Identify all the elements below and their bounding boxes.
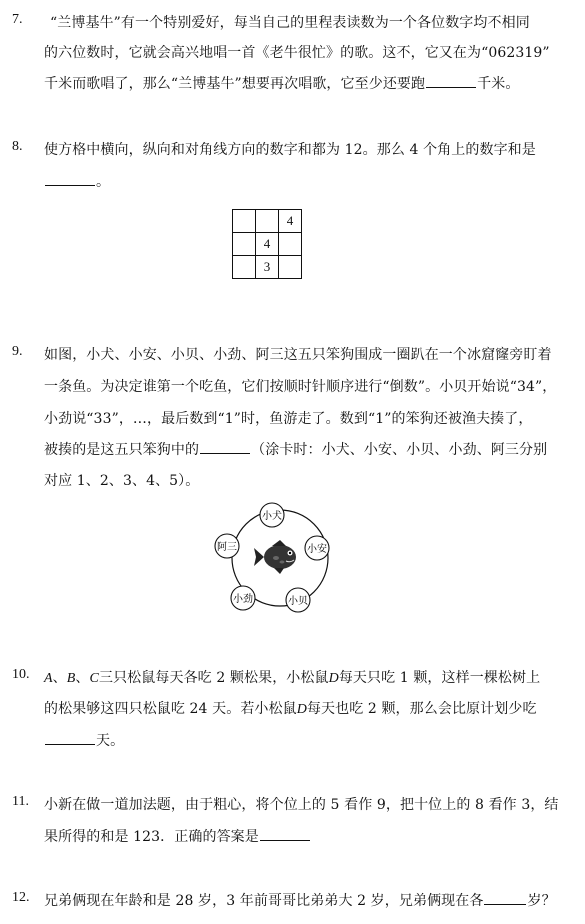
dog-label: 小安 <box>307 544 327 555</box>
dog-label: 小劲 <box>233 594 253 605</box>
problem-text-line <box>44 730 124 750</box>
answer-blank <box>260 827 310 841</box>
problem-text: 被揍的是这五只笨狗中的 <box>44 442 200 458</box>
problem-tail: 天。 <box>96 733 125 749</box>
problem-text-line: 小劲说“33”，…，最后数到“1”时，鱼游走了。数到“1”的笨狗还被渔夫揍了， <box>44 411 533 427</box>
problem-tail: 岁？ <box>527 893 556 909</box>
answer-blank <box>45 172 95 186</box>
dog-label: 小犬 <box>262 511 282 522</box>
problem-text: 、 <box>52 670 67 686</box>
answer-blank <box>200 440 250 454</box>
magic-square-grid <box>232 209 302 279</box>
problem-text: 兄弟俩现在年龄和是 28 岁，3 年前哥哥比弟弟大 2 岁，兄弟俩现在各 <box>44 893 484 909</box>
problem-text: 的松果够这四只松鼠吃 24 天。若小松鼠 <box>44 701 297 717</box>
fish-icon <box>254 540 296 574</box>
problem-text-line: 小新在做一道加法题，由于粗心，将个位上的 5 看作 9，把十位上的 8 看作 3，结 <box>44 797 559 813</box>
variable-b: B <box>66 671 76 686</box>
problem-number: 10. <box>12 667 30 682</box>
problem-tail: 千米。 <box>477 76 520 92</box>
problem-text: 千米而歌唱了，那么“兰博基牛”想要再次唱歌，它至少还要跑 <box>44 76 426 92</box>
problem-text-line <box>44 890 556 910</box>
dog-node <box>215 534 239 558</box>
problem-text-line: 使方格中横向，纵向和对角线方向的数字和都为 12。那么 4 个角上的数字和是 <box>44 142 536 158</box>
problem-text-line <box>44 439 547 459</box>
problem-text: 、 <box>75 670 90 686</box>
grid-cell: 4 <box>256 233 279 256</box>
answer-blank <box>484 891 526 905</box>
problem-tail: 。 <box>96 174 111 190</box>
grid-cell <box>279 233 302 256</box>
grid-cell <box>233 210 256 233</box>
problem-text-line <box>44 698 537 718</box>
variable-c: C <box>89 671 99 686</box>
problem-text-line: 对应 1、2、3、4、5）。 <box>44 473 200 489</box>
problem-text-line: 的六位数时，它就会高兴地唱一首《老牛很忙》的歌。这不，它又在为“062319” <box>44 45 550 61</box>
problem-text-line: 如图，小犬、小安、小贝、小劲、阿三这五只笨狗围成一圈趴在一个冰窟窿旁盯着 <box>44 347 552 363</box>
answer-blank <box>45 731 95 745</box>
dog-label: 阿三 <box>217 542 237 553</box>
problem-text: 每天也吃 2 颗，那么会比原计划少吃 <box>306 701 537 717</box>
variable-d: D <box>328 671 339 686</box>
problem-text-line: 一条鱼。为决定谁第一个吃鱼，它们按顺时针顺序进行“倒数”。小贝开始说“34”， <box>44 379 557 395</box>
grid-cell: 3 <box>256 256 279 279</box>
problem-text: （涂卡时：小犬、小安、小贝、小劲、阿三分别 <box>251 442 548 458</box>
problem-text: 果所得的和是 123．正确的答案是 <box>44 829 259 845</box>
grid-cell <box>233 256 256 279</box>
problem-number: 12. <box>12 890 30 905</box>
problem-text-line <box>44 171 110 191</box>
dog-node <box>231 586 255 610</box>
problem-text-line <box>44 667 540 687</box>
variable-a: A <box>44 671 53 686</box>
problem-text-line: “兰博基牛”有一个特别爱好，每当自己的里程表读数为一个各位数字均不相同 <box>50 15 530 31</box>
problem-text-line <box>44 73 519 93</box>
grid-cell <box>233 233 256 256</box>
grid-cell: 4 <box>279 210 302 233</box>
problem-number: 9. <box>12 344 23 359</box>
grid-cell <box>256 210 279 233</box>
dog-node <box>305 536 329 560</box>
dogs-circle-diagram <box>210 498 350 616</box>
answer-blank <box>426 74 476 88</box>
problem-text-line <box>44 826 311 846</box>
problem-text: 每天只吃 1 颗，这样一棵松树上 <box>338 670 541 686</box>
dog-node <box>260 503 284 527</box>
dog-label: 小贝 <box>288 596 308 607</box>
grid-cell <box>279 256 302 279</box>
variable-d: D <box>296 702 307 717</box>
problem-number: 8. <box>12 139 23 154</box>
problem-number: 7. <box>12 12 23 27</box>
dog-node <box>286 588 310 612</box>
problem-text: 三只松鼠每天各吃 2 颗松果，小松鼠 <box>98 670 329 686</box>
problem-number: 11. <box>12 794 29 809</box>
